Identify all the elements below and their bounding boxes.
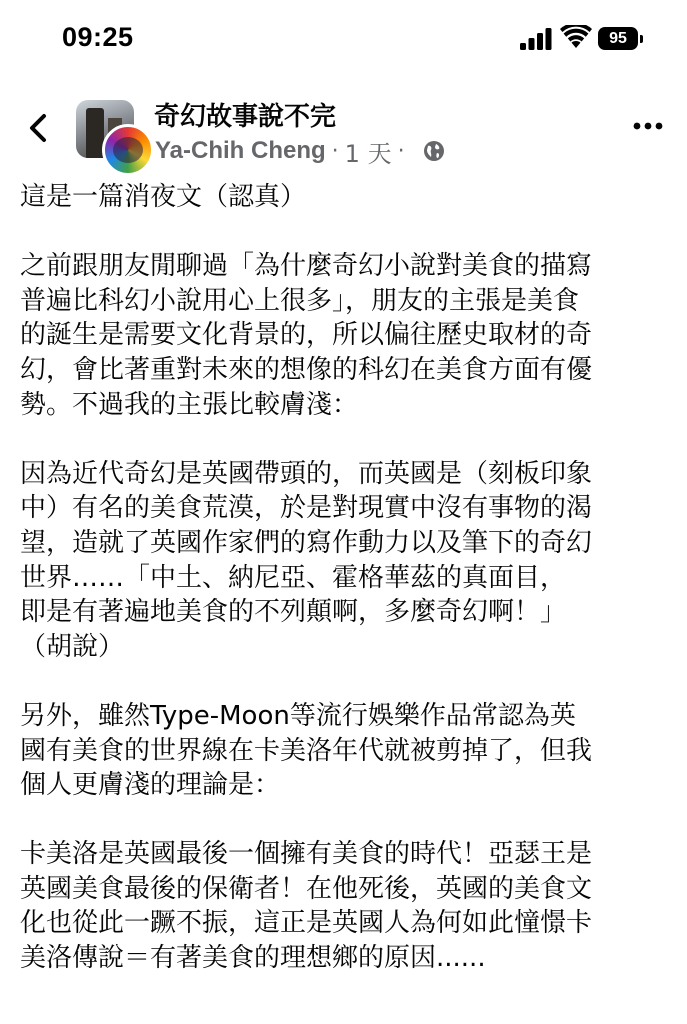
battery-icon [598, 27, 643, 50]
more-icon[interactable] [632, 114, 664, 138]
post-time[interactable]: 1 天 [344, 139, 392, 168]
avatar-group[interactable] [76, 100, 160, 166]
post-paragraph: 這是一篇消夜文（認真） [20, 182, 307, 212]
wifi-icon [560, 25, 592, 49]
post-paragraph: 另外，雖然Type-Moon等流行娛樂作品常認為英 國有美食的世界線在卡美洛年代就被剪掉了，但我 個人更膚淺的理論是： [20, 700, 593, 801]
post-meta [155, 135, 445, 167]
meta-separator: · [331, 138, 339, 164]
back-arrow-icon[interactable] [22, 108, 56, 148]
post-paragraph: 卡美洛是英國最後一個擁有美食的時代！亞瑟王是 英國美食最後的保衛者！在他死後，英國的美食文 化也從此一蹶不振，這正是英國人為何如此憧憬卡 美洛傳說＝有著美食的理想鄉的原因...... [20, 839, 593, 974]
post-paragraph: 因為近代奇幻是英國帶頭的，而英國是（刻板印象 中）有名的美食荒漠，於是對現實中沒有事物的渴 望，造就了英國作家們的寫作動力以及筆下的奇幻 世界……「中土、納尼亞、霍格華茲的真面目， 即是有著遍地美食的不列顛啊，多麼奇幻啊！」 （胡說） [20, 458, 593, 662]
battery-tip [640, 35, 643, 43]
post-body [20, 180, 670, 976]
author-name[interactable]: Ya-Chih Cheng [155, 137, 326, 164]
signal-icon [520, 28, 552, 50]
meta-separator-2: · [397, 138, 405, 164]
battery-level: 95 [598, 27, 638, 50]
user-avatar-figure [113, 137, 143, 163]
status-bar [0, 0, 687, 80]
user-avatar[interactable] [102, 124, 154, 176]
globe-icon [423, 140, 445, 162]
status-time: 09:25 [62, 22, 134, 52]
group-name[interactable]: 奇幻故事說不完 [154, 102, 337, 132]
post-paragraph: 之前跟朋友閒聊過「為什麼奇幻小說對美食的描寫 普遍比科幻小說用心上很多」，朋友的主張是美食 的誕生是需要文化背景的，所以偏往歷史取材的奇 幻，會比著重對未來的想像的科幻在美食方面有優 勢。不過我的主張比較膚淺： [20, 251, 593, 420]
